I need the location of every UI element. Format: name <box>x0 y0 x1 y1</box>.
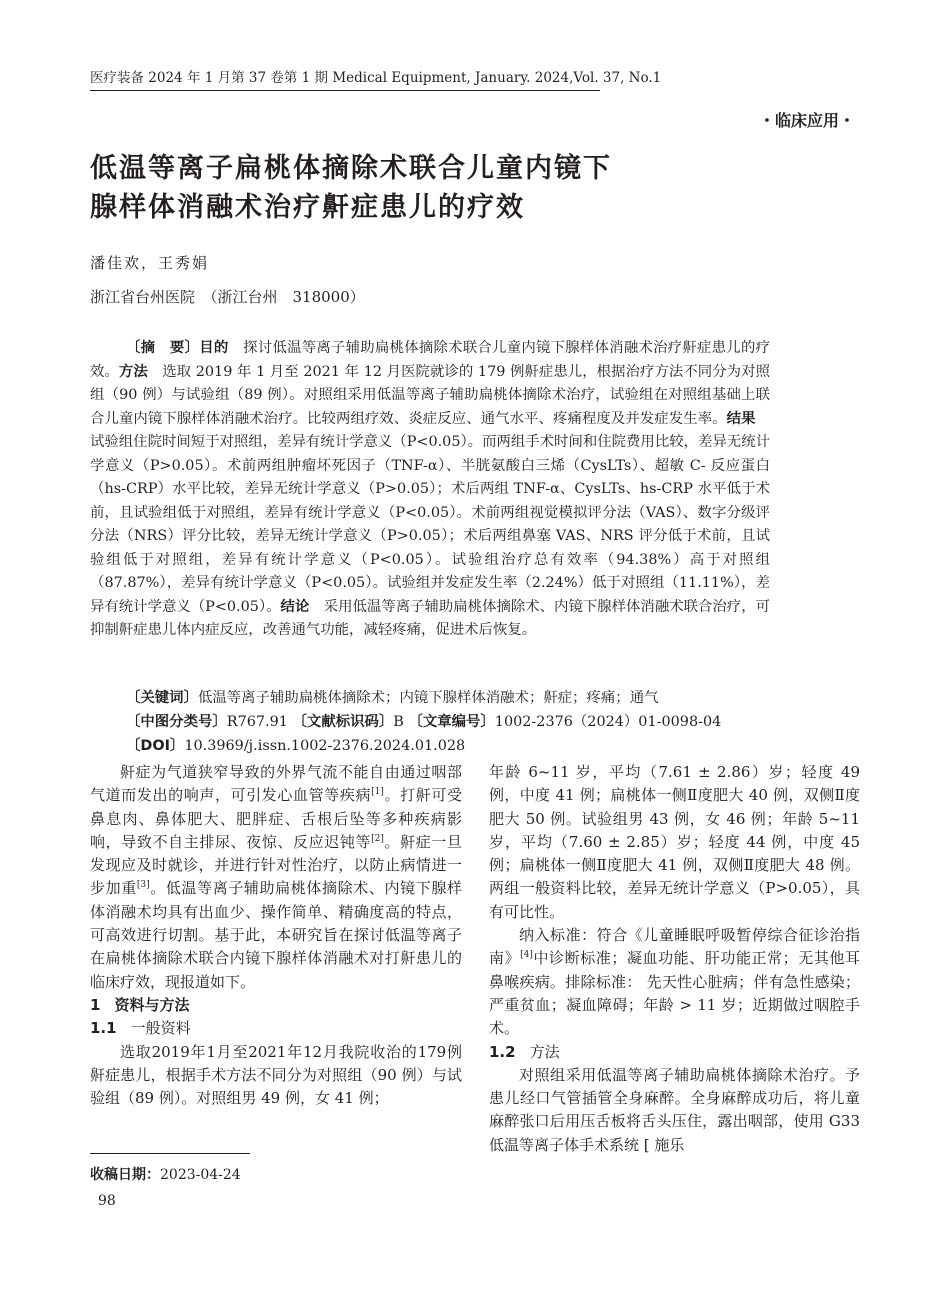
doc-code-label: 〔文献标识码〕 <box>292 714 394 730</box>
page-number: 98 <box>98 1193 116 1209</box>
abstract-label: 〔摘 要〕 <box>126 340 200 356</box>
keywords <box>126 686 658 707</box>
classification-line <box>126 710 721 731</box>
ref-2: [2] <box>371 833 384 844</box>
keywords-text: 低温等离子辅助扁桃体摘除术；内镜下腺样体消融术；鼾症；疼痛；通气 <box>197 690 659 706</box>
objective-label: 目的 <box>199 340 229 356</box>
keywords-label: 〔关键词〕 <box>126 690 198 706</box>
doi-line <box>126 734 465 755</box>
authors: 潘佳欢，王秀娟 <box>90 254 210 272</box>
intro-text-b: 。打鼾可受鼻息肉、鼻体肥大、肥胖症、舌根后坠等多种疾病影响，导致不自主排尿、夜惊、反应迟钝等 <box>90 786 462 851</box>
method-paragraph: 对照组采用低温等离子辅助扁桃体摘除术治疗。予患儿经口气管插管全身麻醉。全身麻醉成功后，将儿童麻醉张口后用压舌板将舌头压住，露出咽部，使用 G33 低温等离子体手术系统 [ 施乐 <box>489 1065 860 1154</box>
affiliation: 浙江省台州医院 （浙江台州 318000） <box>90 288 365 306</box>
heading-1-number: 1 <box>90 995 101 1014</box>
results-text: 试验组住院时间短于对照组，差异有统计学意义（P<0.05）。而两组手术时间和住院费用比较，差异无统计学意义（P>0.05）。术前两组肿瘤坏死因子（TNF-α）、半胱氨酸白三烯（CysLTs）、超敏 C- 反应蛋白（hs-CRP）水平比较，差异无统计学意义（P>0.05）；术后两组 TNF-α、CysLTs、hs-CRP 水平低于术前，且试验组低于对照组，差异有统计学意义（P<0.05）。术前两组视觉模拟评分法（VAS）、数字分级评分法（NRS）评分比较，差异无统计学意义（P>0.05）；术后两组鼻塞 VAS、NRS 评分低于术前，且试验组低于对照组，差异有统计学意义（P<0.05）。试验组治疗总有效率（94.38%）高于对照组（87.87%），差异有统计学意义（P<0.05）。试验组并发症发生率（2.24%）低于对照组（11.11%），差异有统计学意义（P<0.05）。 <box>90 410 770 615</box>
article-no-value: 1002-2376（2024）01-0098-04 <box>494 714 722 730</box>
general-info-continued: 年龄 6~11 岁，平均（7.61 ± 2.86）岁；轻度 49 例，中度 41 例；扁桃体一侧Ⅱ度肥大 40 例，双侧Ⅱ度肥大 50 例。试验组男 43 例，女 46 例；年龄 5~11 岁，平均（7.60 ± 2.85）岁；轻度 44 例，中度 45 例；扁桃体一侧Ⅱ度肥大 41 例，双侧Ⅱ度肥大 48 例。两组一般资料比较，差异无统计学意义（P>0.05），具有可比性。 <box>489 763 860 921</box>
methods-label: 方法 <box>118 363 148 380</box>
heading-1-2 <box>489 1041 860 1064</box>
clc-label: 〔中图分类号〕 <box>126 714 227 730</box>
heading-1-1-text: 一般资料 <box>130 1019 191 1038</box>
intro-text-c: 。鼾症一旦发现应及时就诊，并进行针对性治疗，以防止病情进一步加重 <box>90 832 462 898</box>
intro-paragraph <box>90 761 462 994</box>
received-date <box>90 1164 241 1184</box>
received-value: 2023-04-24 <box>160 1167 241 1183</box>
objective-text: 探讨低温等离子辅助扁桃体摘除术联合儿童内镜下腺样体消融术治疗鼾症患儿的疗效。 <box>90 340 770 380</box>
ref-3: [3] <box>136 880 150 891</box>
general-info-paragraph: 选取2019年1月至2021年12月我院收治的179例鼾症患儿，根据手术方法不同分为对照组（90 例）与试验组（89 例）。对照组男 49 例，女 41 例； <box>90 1042 462 1108</box>
heading-1-2-text: 方法 <box>529 1042 560 1061</box>
title-line-2: 腺样体消融术治疗鼾症患儿的疗效 <box>90 192 525 223</box>
footnote-rule <box>90 1153 250 1154</box>
results-label: 结果 <box>726 410 756 427</box>
doi-value: 10.3969/j.issn.1002-2376.2024.01.028 <box>184 738 466 754</box>
intro-text-a: 鼾症为气道狭窄导致的外界气流不能自由通过咽部气道而发出的响声，可引发心血管等疾病 <box>90 763 462 805</box>
running-header: 医疗装备 2024 年 1 月第 37 卷第 1 期 Medical Equipment, January. 2024,Vol. 37, No.1 <box>90 70 662 86</box>
received-label: 收稿日期： <box>90 1167 160 1183</box>
title-line-1: 低温等离子扁桃体摘除术联合儿童内镜下 <box>90 153 612 184</box>
conclusion-label: 结论 <box>280 598 310 615</box>
doi-label: 〔DOI〕 <box>126 738 185 754</box>
right-column <box>489 761 860 1157</box>
article-no-label: 〔文章编号〕 <box>408 714 495 730</box>
conclusion-text: 采用低温等离子辅助扁桃体摘除术、内镜下腺样体消融术联合治疗，可抑制鼾症患儿体内症反应，改善通气功能，减轻疼痛，促进术后恢复。 <box>90 598 770 638</box>
section-label: ・临床应用・ <box>758 111 855 130</box>
heading-1-2-number: 1.2 <box>489 1042 516 1061</box>
methods-text: 选取 2019 年 1 月至 2021 年 12 月医院就诊的 179 例鼾症患儿，根据治疗方法不同分为对照组（90 例）与试验组（89 例）。对照组采用低温等离子辅助扁桃体摘除术治疗，试验组在对照组基础上联合儿童内镜下腺样体消融术治疗。比较两组疗效、炎症反应、通气水平、疼痛程度及并发症发生率。 <box>90 363 770 427</box>
criteria-text-a: 纳入标准：符合《儿童睡眠呼吸暂停综合征诊治指南》 <box>489 926 860 968</box>
heading-1-1-number: 1.1 <box>90 1019 117 1038</box>
heading-1-1 <box>90 1017 462 1040</box>
criteria-paragraph <box>489 924 860 1040</box>
ref-4: [4] <box>520 950 533 961</box>
doc-code-value: B <box>393 714 404 730</box>
criteria-text-b: 中诊断标准；凝血功能、肝功能正常；无其他耳鼻喉疾病。排除标准： 先天性心脏病；伴有急性感染；严重贫血；凝血障碍；年龄 > 11 岁；近期做过咽腔手术。 <box>489 949 860 1038</box>
heading-1-text: 资料与方法 <box>114 995 190 1014</box>
heading-1 <box>90 994 462 1017</box>
intro-text-d: 。低温等离子辅助扁桃体摘除术、内镜下腺样体消融术均具有出血少、操作简单、精确度高的特点，可高效进行切割。基于此，本研究旨在探讨低温等离子在扁桃体摘除术联合内镜下腺样体消融术对打鼾患儿的临床疗效，现报道如下。 <box>90 879 462 991</box>
clc-value: R767.91 <box>226 714 288 730</box>
header-rule <box>90 90 600 91</box>
abstract <box>90 337 770 643</box>
ref-1: [1] <box>371 787 384 798</box>
left-column <box>90 761 462 1110</box>
